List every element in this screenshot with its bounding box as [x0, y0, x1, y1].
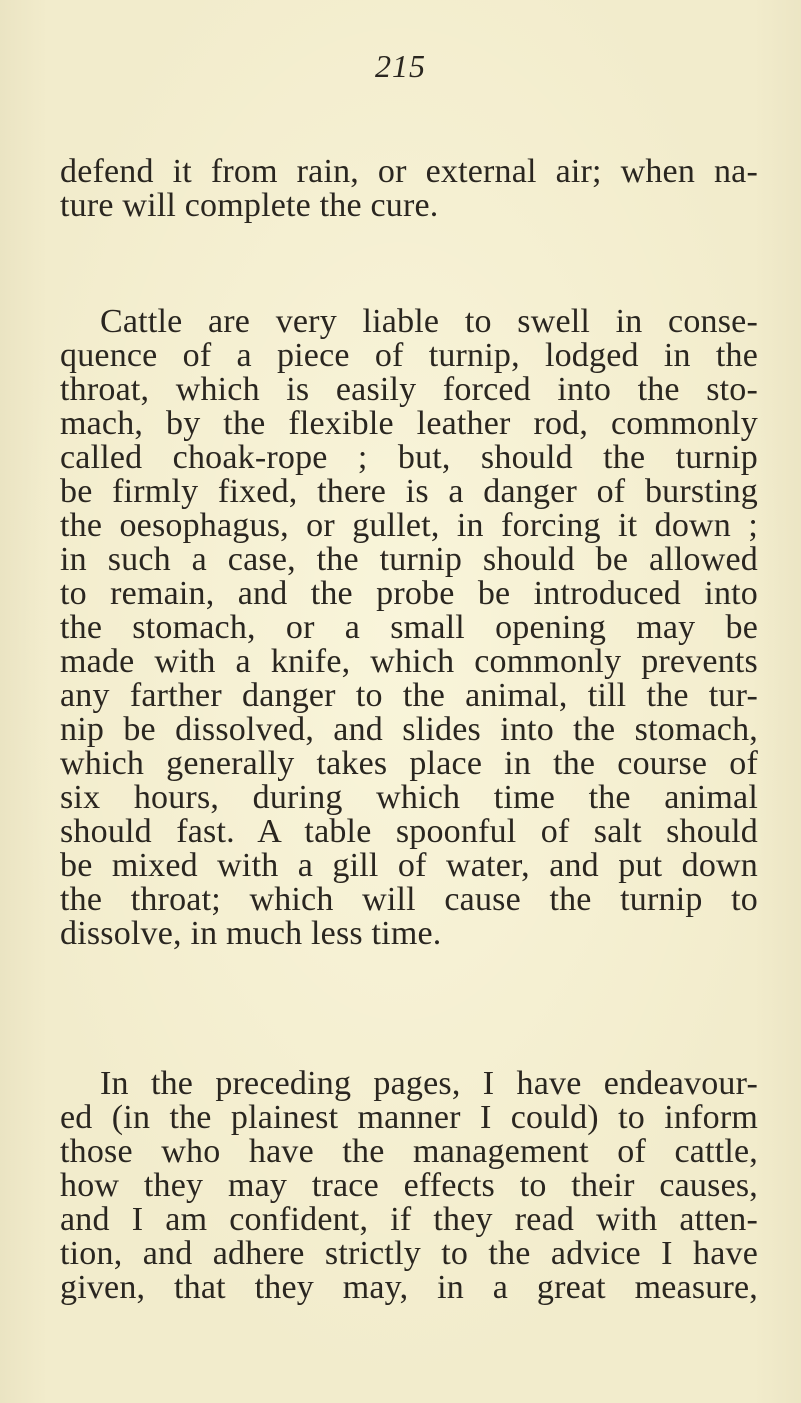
text-line: six hours, during which time the animal [60, 779, 758, 816]
text-line: tion, and adhere strictly to the advice I have [60, 1235, 758, 1272]
text-line: made with a knife, which commonly prevents [60, 643, 758, 680]
text-line: any farther danger to the animal, till the tur- [60, 677, 758, 714]
text-line: mach, by the flexible leather rod, commonly [60, 405, 758, 442]
paragraph-3 [60, 1067, 758, 1305]
text-line: called choak-rope ; but, should the turnip [60, 439, 758, 476]
text-line: how they may trace effects to their causes, [60, 1167, 758, 1204]
page-number: 215 [375, 48, 426, 84]
text-line: defend it from rain, or external air; when na- [60, 153, 758, 190]
text-line: to remain, and the probe be introduced into [60, 575, 758, 612]
text-line: ture will complete the cure. [60, 187, 439, 224]
text-line: throat, which is easily forced into the sto- [60, 371, 758, 408]
text-line: and I am confident, if they read with atten- [60, 1201, 758, 1238]
text-line: dissolve, in much less time. [60, 915, 442, 952]
text-line: the stomach, or a small opening may be [60, 609, 758, 646]
text-line: quence of a piece of turnip, lodged in the [60, 337, 758, 374]
text-line: ed (in the plainest manner I could) to inform [60, 1099, 758, 1136]
paragraph-2 [60, 305, 758, 951]
text-line: In the preceding pages, I have endeavour- [100, 1065, 758, 1102]
text-line: be mixed with a gill of water, and put down [60, 847, 758, 884]
text-line: which generally takes place in the course of [60, 745, 758, 782]
text-line: Cattle are very liable to swell in conse- [100, 303, 758, 340]
text-line: given, that they may, in a great measure, [60, 1269, 758, 1306]
text-line: should fast. A table spoonful of salt should [60, 813, 758, 850]
text-line: those who have the management of cattle, [60, 1133, 758, 1170]
paragraph-1 [60, 155, 758, 223]
text-line: nip be dissolved, and slides into the stomach, [60, 711, 758, 748]
text-line: the oesophagus, or gullet, in forcing it down ; [60, 507, 758, 544]
text-line: in such a case, the turnip should be allowed [60, 541, 758, 578]
text-line: be firmly fixed, there is a danger of bursting [60, 473, 758, 510]
text-line: the throat; which will cause the turnip to [60, 881, 758, 918]
